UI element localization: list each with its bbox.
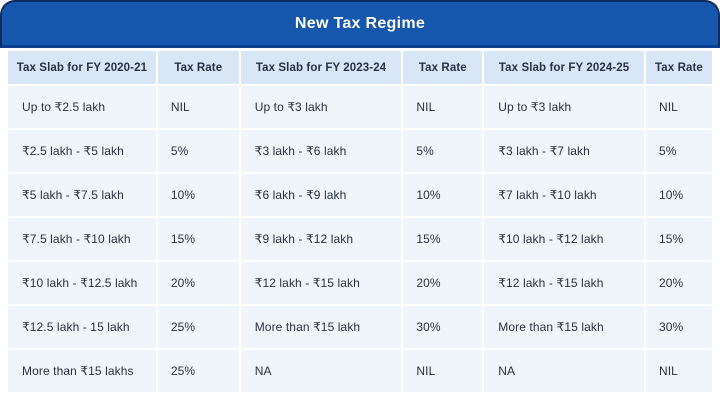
table-cell: ₹6 lakh - ₹9 lakh bbox=[241, 174, 402, 216]
table-cell: ₹12 lakh - ₹15 lakh bbox=[484, 262, 644, 304]
table-cell: ₹7.5 lakh - ₹10 lakh bbox=[8, 218, 156, 260]
table-cell: ₹12 lakh - ₹15 lakh bbox=[241, 262, 402, 304]
table-cell: 15% bbox=[158, 218, 239, 260]
page-title: New Tax Regime bbox=[294, 14, 426, 32]
table-cell: 15% bbox=[646, 218, 712, 260]
table-header-row bbox=[8, 51, 712, 84]
table-cell: 15% bbox=[403, 218, 482, 260]
column-header-fy2023-24-slab: Tax Slab for FY 2023-24 bbox=[241, 51, 402, 84]
table-cell: NIL bbox=[403, 86, 482, 128]
table-cell: 30% bbox=[403, 306, 482, 348]
tax-table bbox=[8, 51, 712, 392]
table-cell: ₹7 lakh - ₹10 lakh bbox=[484, 174, 644, 216]
table-row bbox=[8, 218, 712, 260]
table-cell: ₹3 lakh - ₹6 lakh bbox=[241, 130, 402, 172]
table-row bbox=[8, 262, 712, 304]
column-header-fy2024-25-rate: Tax Rate bbox=[646, 51, 712, 84]
table-cell: 30% bbox=[646, 306, 712, 348]
table-cell: 10% bbox=[158, 174, 239, 216]
table-cell: ₹10 lakh - ₹12 lakh bbox=[484, 218, 644, 260]
column-header-fy2020-21-slab: Tax Slab for FY 2020-21 bbox=[8, 51, 156, 84]
table-cell: ₹9 lakh - ₹12 lakh bbox=[241, 218, 402, 260]
table-cell: Up to ₹3 lakh bbox=[484, 86, 644, 128]
table-cell: More than ₹15 lakh bbox=[484, 306, 644, 348]
table-row bbox=[8, 86, 712, 128]
table-cell: Up to ₹3 lakh bbox=[241, 86, 402, 128]
table-cell: NIL bbox=[403, 350, 482, 392]
table-cell: 5% bbox=[646, 130, 712, 172]
table-cell: Up to ₹2.5 lakh bbox=[8, 86, 156, 128]
table-cell: NA bbox=[241, 350, 402, 392]
table-cell: 20% bbox=[158, 262, 239, 304]
column-header-fy2020-21-rate: Tax Rate bbox=[158, 51, 239, 84]
table-cell: 10% bbox=[646, 174, 712, 216]
table-cell: NIL bbox=[646, 350, 712, 392]
column-header-fy2023-24-rate: Tax Rate bbox=[403, 51, 482, 84]
table-cell: ₹2.5 lakh - ₹5 lakh bbox=[8, 130, 156, 172]
table-cell: NIL bbox=[158, 86, 239, 128]
table-cell: ₹10 lakh - ₹12.5 lakh bbox=[8, 262, 156, 304]
table-cell: 25% bbox=[158, 306, 239, 348]
table-cell: 20% bbox=[646, 262, 712, 304]
table-row bbox=[8, 130, 712, 172]
table-cell: NIL bbox=[646, 86, 712, 128]
table-cell: ₹12.5 lakh - 15 lakh bbox=[8, 306, 156, 348]
table-row bbox=[8, 350, 712, 392]
column-header-fy2024-25-slab: Tax Slab for FY 2024-25 bbox=[484, 51, 644, 84]
table-cell: 20% bbox=[403, 262, 482, 304]
table-title-banner bbox=[0, 0, 720, 48]
table-cell: 5% bbox=[403, 130, 482, 172]
table-cell: 5% bbox=[158, 130, 239, 172]
table-cell: 25% bbox=[158, 350, 239, 392]
table-cell: ₹3 lakh - ₹7 lakh bbox=[484, 130, 644, 172]
table-row bbox=[8, 306, 712, 348]
table-cell: NA bbox=[484, 350, 644, 392]
table-cell: More than ₹15 lakhs bbox=[8, 350, 156, 392]
table-row bbox=[8, 174, 712, 216]
table-cell: ₹5 lakh - ₹7.5 lakh bbox=[8, 174, 156, 216]
table-cell: 10% bbox=[403, 174, 482, 216]
table-cell: More than ₹15 lakh bbox=[241, 306, 402, 348]
